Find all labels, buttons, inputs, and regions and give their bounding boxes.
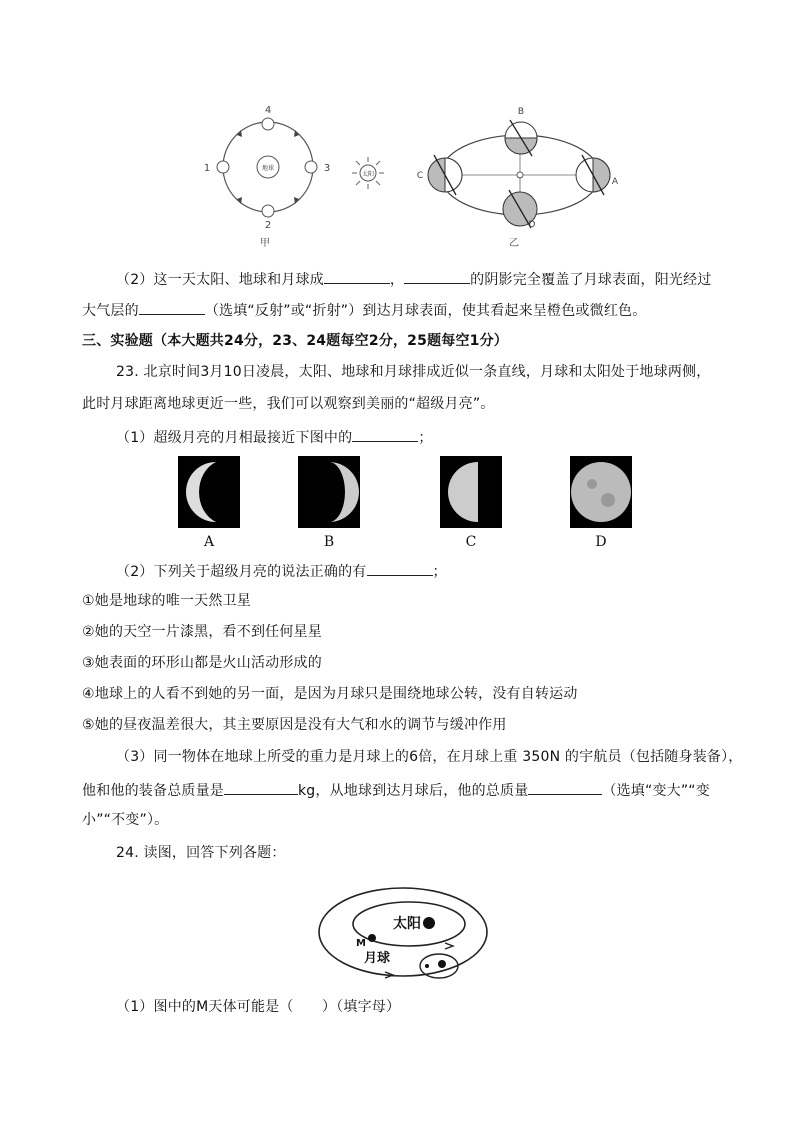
answer-blank-2[interactable] (404, 268, 470, 284)
moon-label-b: B (323, 534, 335, 550)
moon-phase-d (570, 456, 632, 528)
option-4: ④地球上的人看不到她的另一面，是因为月球只是围绕地球公转，没有自转运动 (82, 686, 578, 702)
q23-3-line2: 他和他的装备总质量是 kg，从地球到达月球后，他的总质量 （选填“变大”“变 (82, 779, 710, 801)
moon-phase-a (178, 456, 240, 528)
answer-blank-1[interactable] (324, 268, 390, 284)
option-5: ⑤她的昼夜温差很大，其主要原因是没有大气和水的调节与缓冲作用 (82, 717, 507, 733)
option-2: ②她的天空一片漆黑，看不到任何星星 (82, 624, 322, 640)
section-3-heading: 三、实验题（本大题共24分，23、24题每空2分，25题每空1分） (82, 333, 509, 349)
jia-pos-2: 2 (264, 220, 272, 231)
yi-pos-b: B (517, 107, 525, 117)
answer-blank-6[interactable] (224, 779, 298, 795)
figure-yi (410, 102, 635, 252)
earth-label: 地球 (261, 165, 275, 172)
jia-pos-3: 3 (323, 163, 331, 174)
moon-label-d: D (595, 534, 607, 550)
moon-phase-b (298, 456, 360, 528)
answer-blank-5[interactable] (367, 560, 433, 576)
m-label: M (356, 938, 366, 949)
q23-1: （1）超级月亮的月相最接近下图中的 ； (116, 426, 433, 448)
yi-pos-a: A (611, 177, 619, 187)
jia-caption: 甲 (260, 238, 270, 249)
option-1: ①她是地球的唯一天然卫星 (82, 593, 251, 609)
answer-blank-4[interactable] (352, 426, 418, 442)
q23-3-line1: （3）同一物体在地球上所受的重力是月球上的6倍，在月球上重 350N 的宇航员（包括随身装备）， (116, 749, 743, 765)
jia-pos-4: 4 (264, 105, 272, 116)
q23-stem-1: 23. 北京时间3月10日凌晨，太阳、地球和月球排成近似一条直线，月球和太阳处于地球两侧， (116, 364, 711, 380)
moon-phase-c (440, 456, 502, 528)
moon-label-c: C (465, 534, 477, 550)
moon-label-bottom: 月球 (363, 951, 391, 966)
moon-label-a: A (203, 534, 215, 550)
sun-label-bottom: 太阳 (393, 916, 421, 932)
figure-orbit (315, 878, 490, 988)
option-3: ③她表面的环形山都是火山活动形成的 (82, 655, 322, 671)
q23-2: （2）下列关于超级月亮的说法正确的有 ； (116, 560, 447, 582)
sun-label: 太阳 (361, 171, 375, 178)
q22-2-line2: 大气层的 （选填“反射”或“折射”）到达月球表面，使其看起来呈橙色或微红色。 (82, 299, 646, 321)
sun-symbol (350, 155, 386, 191)
yi-pos-c: C (416, 171, 424, 181)
q22-2-line1: （2）这一天太阳、地球和月球成 ， 的阴影完全覆盖了月球表面，阳光经过 (116, 268, 712, 290)
figure-jia (195, 100, 345, 255)
q23-3-line3: 小”“不变”）。 (82, 812, 169, 828)
jia-pos-1: 1 (203, 163, 211, 174)
q24-1: （1）图中的M天体可能是（ ）（填字母） (116, 999, 401, 1015)
answer-blank-3[interactable] (139, 299, 205, 315)
q24-stem: 24. 读图，回答下列各题： (116, 845, 286, 861)
q23-stem-2: 此时月球距离地球更近一些，我们可以观察到美丽的“超级月亮”。 (82, 396, 495, 412)
yi-caption: 乙 (509, 238, 519, 249)
answer-blank-7[interactable] (528, 779, 602, 795)
yi-pos-d: D (528, 220, 536, 230)
